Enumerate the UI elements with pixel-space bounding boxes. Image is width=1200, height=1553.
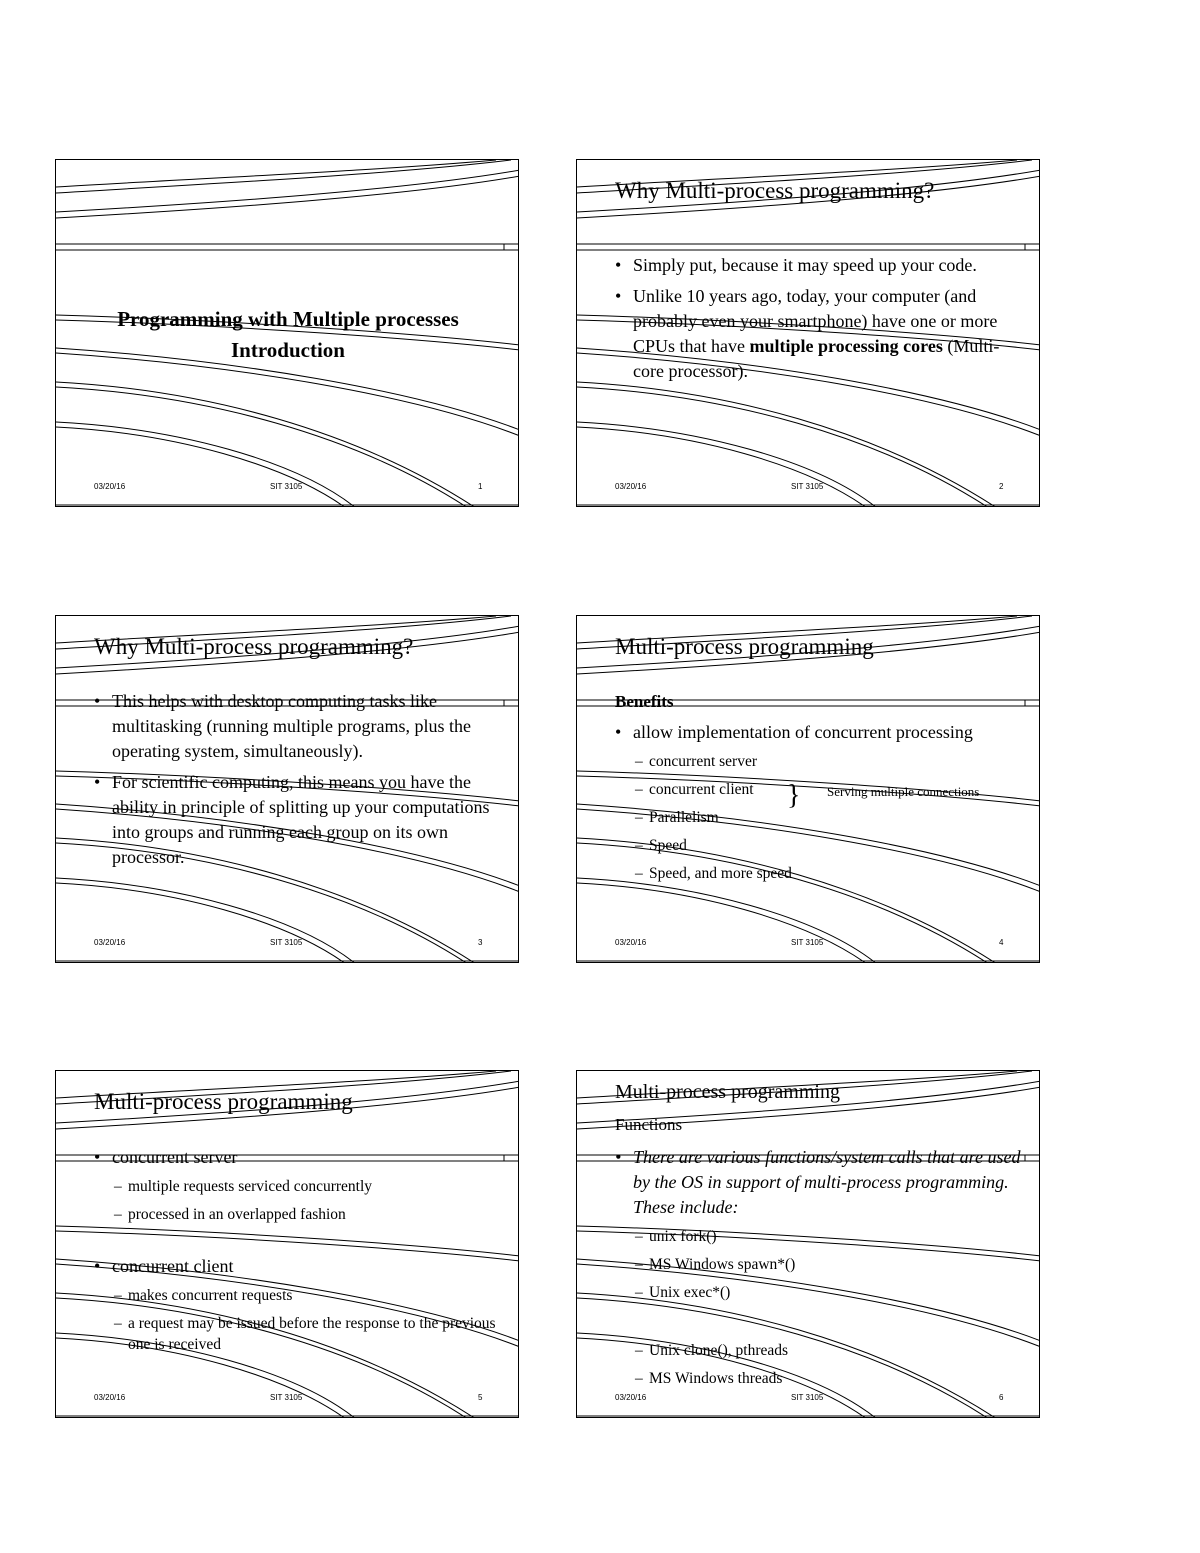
footer-course: SIT 3105 bbox=[791, 938, 824, 947]
slide-4 bbox=[576, 615, 1040, 963]
sub-item: – MS Windows spawn*() bbox=[635, 1256, 796, 1273]
slide-number: 4 bbox=[999, 938, 1004, 947]
bullet-item: • There are various functions/system calls that are used by the OS in support of multi-process programming. These include: bbox=[615, 1145, 1027, 1220]
sub-item: – Parallelism bbox=[635, 809, 719, 826]
slide-number: 3 bbox=[478, 938, 483, 947]
bullet-list bbox=[615, 720, 1027, 891]
sub-item: – multiple requests serviced concurrently bbox=[114, 1178, 373, 1195]
slide-title: Multi-process programming bbox=[94, 1089, 353, 1114]
slide-6 bbox=[576, 1070, 1040, 1418]
bullet-item: • Simply put, because it may speed up your code. bbox=[615, 253, 1027, 278]
bullet-list bbox=[615, 253, 1027, 390]
sub-item: – a request may be issued before the response to the previous one is received bbox=[114, 1315, 496, 1353]
footer-course: SIT 3105 bbox=[270, 482, 303, 491]
brace-note: Serving multiple connections bbox=[827, 784, 980, 799]
bullet-text: Unlike 10 years ago, today, your computer (and probably even your smartphone) have one or more CPUs that have bbox=[633, 286, 998, 356]
sub-item: – Unix clone(), pthreads bbox=[635, 1342, 789, 1359]
bullet-list bbox=[615, 1145, 1027, 1396]
slide-number: 1 bbox=[478, 482, 483, 491]
slide-title-line2: Introduction bbox=[231, 338, 345, 362]
bullet-item: • allow implementation of concurrent processing bbox=[615, 720, 1027, 745]
slide-title: Multi-process programming bbox=[615, 634, 874, 659]
footer-date: 03/20/16 bbox=[615, 1393, 647, 1402]
sub-item: – Speed bbox=[635, 837, 687, 854]
slide-5 bbox=[55, 1070, 519, 1418]
footer-date: 03/20/16 bbox=[94, 1393, 126, 1402]
sub-item: – unix fork() bbox=[635, 1228, 717, 1245]
footer-course: SIT 3105 bbox=[270, 938, 303, 947]
slide-3 bbox=[55, 615, 519, 963]
footer-date: 03/20/16 bbox=[94, 938, 126, 947]
sub-item: – makes concurrent requests bbox=[114, 1287, 293, 1304]
footer-course: SIT 3105 bbox=[791, 482, 824, 491]
bullet-text: (Multi-core processor). bbox=[633, 336, 1000, 381]
footer-date: 03/20/16 bbox=[615, 482, 647, 491]
sub-item: – MS Windows threads bbox=[635, 1370, 783, 1387]
footer-course: SIT 3105 bbox=[791, 1393, 824, 1402]
bullet-item: • For scientific computing, this means you have the ability in principle of splitting up your computations into groups and running each group on its own processor. bbox=[94, 770, 506, 870]
slide-title bbox=[56, 304, 519, 366]
slide-2 bbox=[576, 159, 1040, 507]
slide-title: Why Multi-process programming? bbox=[94, 634, 414, 659]
sub-item: – Unix exec*() bbox=[635, 1284, 731, 1301]
slide-subheading: Functions bbox=[615, 1115, 683, 1134]
slide-subheading: Benefits bbox=[615, 692, 674, 711]
slide-number: 5 bbox=[478, 1393, 483, 1402]
sub-item: – concurrent server bbox=[635, 753, 758, 770]
slide-title-line1: Programming with Multiple processes bbox=[117, 307, 459, 331]
sub-item: – Speed, and more speed bbox=[635, 865, 792, 882]
sub-item: – processed in an overlapped fashion bbox=[114, 1206, 346, 1223]
slide-number: 6 bbox=[999, 1393, 1004, 1402]
bullet-item: • This helps with desktop computing tasks like multitasking (running multiple programs, plus the operating system, simultaneously). bbox=[94, 689, 506, 764]
bullet-item bbox=[615, 284, 1027, 384]
slide-title: Why Multi-process programming? bbox=[615, 178, 935, 203]
slide-number: 2 bbox=[999, 482, 1004, 491]
bullet-list bbox=[94, 689, 506, 876]
slide-1 bbox=[55, 159, 519, 507]
footer-date: 03/20/16 bbox=[615, 938, 647, 947]
sub-item: – concurrent client bbox=[635, 781, 754, 798]
bullet-bold-text: multiple processing cores bbox=[749, 336, 943, 356]
curly-brace-icon: } bbox=[787, 780, 801, 811]
bullet-item: • concurrent client bbox=[94, 1254, 506, 1279]
bullet-list bbox=[94, 1145, 506, 1361]
footer-date: 03/20/16 bbox=[94, 482, 126, 491]
footer-course: SIT 3105 bbox=[270, 1393, 303, 1402]
bullet-item: • concurrent server bbox=[94, 1145, 506, 1170]
slide-title: Multi-process programming bbox=[615, 1081, 840, 1103]
